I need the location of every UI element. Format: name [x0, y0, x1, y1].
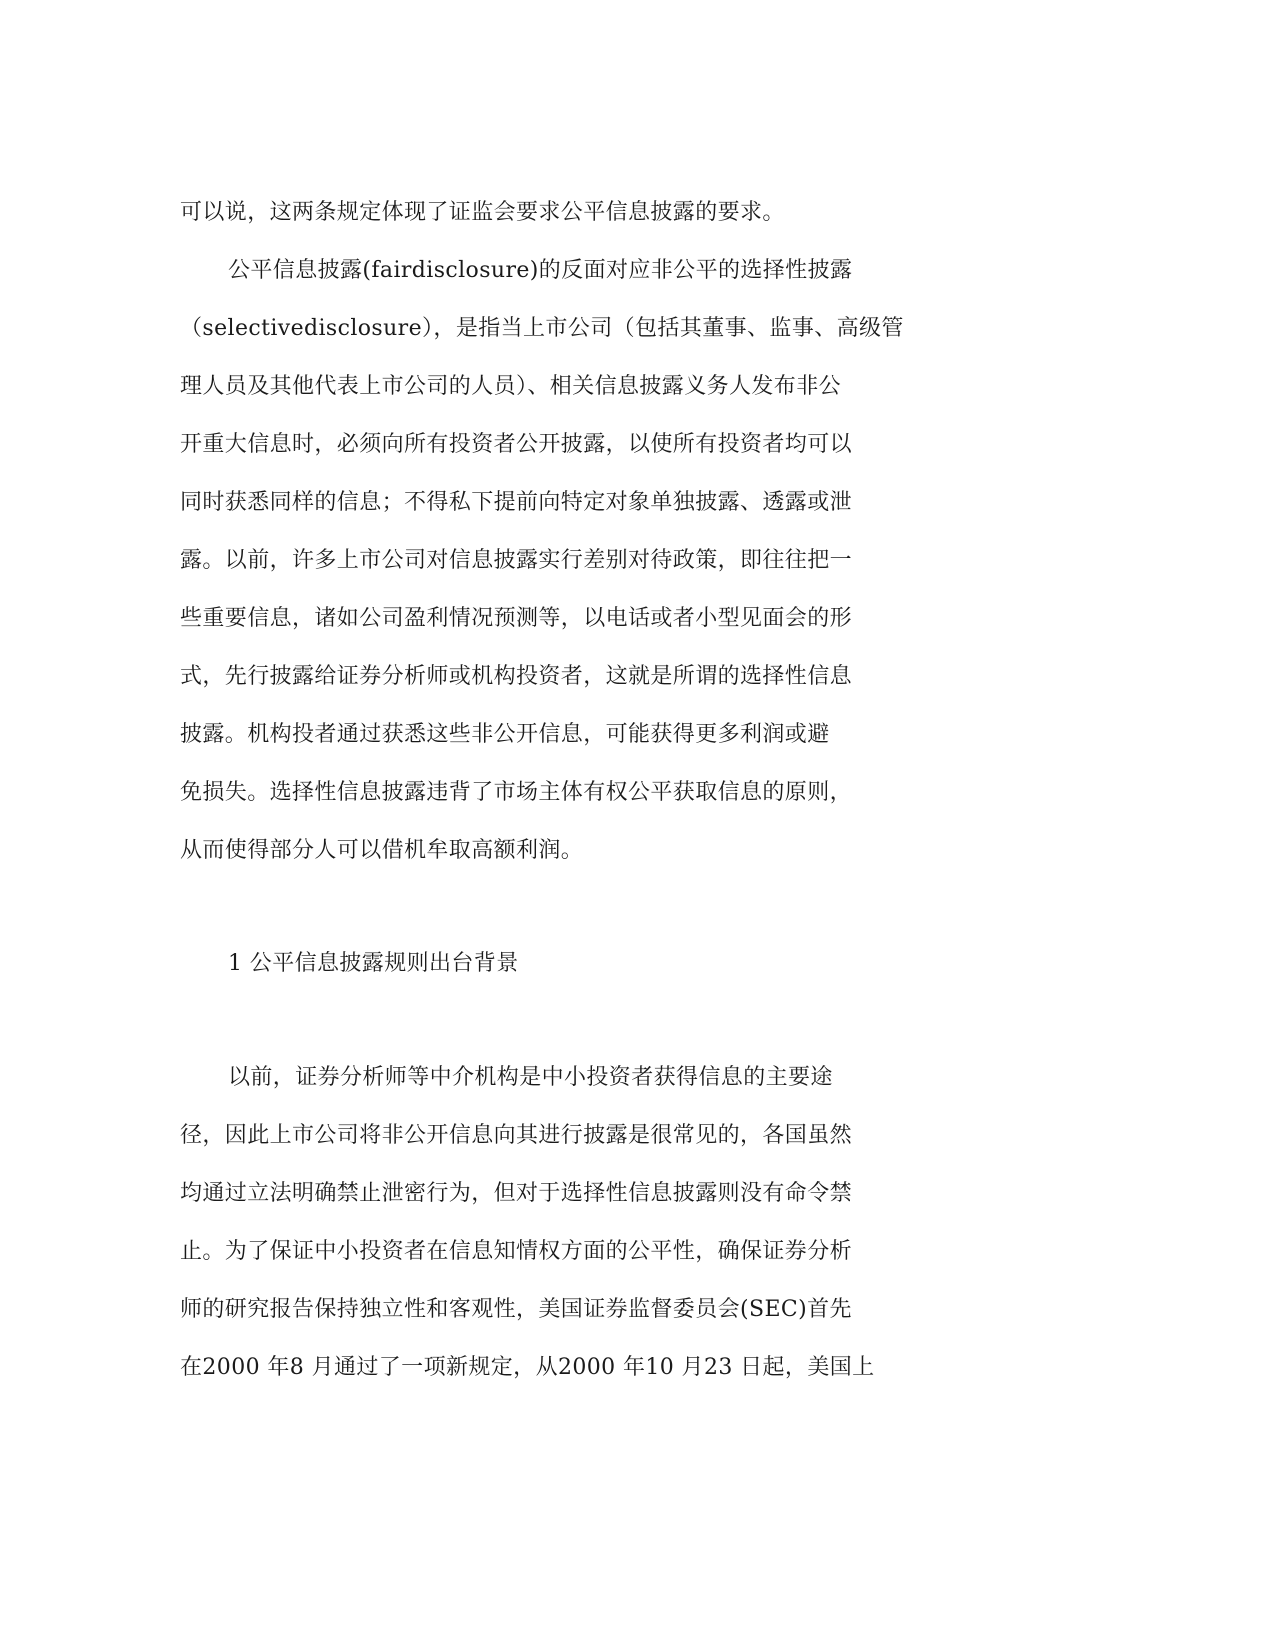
paragraph-line: 露。以前，许多上市公司对信息披露实行差别对待政策，即往往把一: [180, 548, 853, 573]
paragraph-line: 免损失。选择性信息披露违背了市场主体有权公平获取信息的原则，: [180, 780, 853, 805]
paragraph-line: 可以说，这两条规定体现了证监会要求公平信息披露的要求。: [180, 200, 785, 225]
paragraph-line: （selectivedisclosure），是指当上市公司（包括其董事、监事、高级管: [180, 316, 904, 341]
paragraph-line: 以前，证券分析师等中介机构是中小投资者获得信息的主要途: [228, 1065, 833, 1090]
paragraph-line: 师的研究报告保持独立性和客观性，美国证券监督委员会(SEC)首先: [180, 1297, 852, 1322]
paragraph-line: 同时获悉同样的信息；不得私下提前向特定对象单独披露、透露或泄: [180, 490, 853, 515]
paragraph-line: 式，先行披露给证券分析师或机构投资者，这就是所谓的选择性信息: [180, 664, 853, 689]
paragraph-line: 径，因此上市公司将非公开信息向其进行披露是很常见的，各国虽然: [180, 1123, 853, 1148]
section-heading: 1 公平信息披露规则出台背景: [228, 951, 519, 976]
paragraph-line: 理人员及其他代表上市公司的人员）、相关信息披露义务人发布非公: [180, 374, 842, 399]
paragraph-line: 止。为了保证中小投资者在信息知情权方面的公平性，确保证券分析: [180, 1239, 853, 1264]
paragraph-line: 披露。机构投者通过获悉这些非公开信息，可能获得更多利润或避: [180, 722, 830, 747]
paragraph-line: 均通过立法明确禁止泄密行为，但对于选择性信息披露则没有命令禁: [180, 1181, 853, 1206]
paragraph-line: 些重要信息，诸如公司盈利情况预测等，以电话或者小型见面会的形: [180, 606, 853, 631]
paragraph-line: 从而使得部分人可以借机牟取高额利润。: [180, 838, 584, 863]
paragraph-line: 公平信息披露(fairdisclosure)的反面对应非公平的选择性披露: [228, 258, 853, 283]
paragraph-line: 在2000 年8 月通过了一项新规定，从2000 年10 月23 日起，美国上: [180, 1355, 875, 1380]
paragraph-line: 开重大信息时，必须向所有投资者公开披露，以使所有投资者均可以: [180, 432, 853, 457]
